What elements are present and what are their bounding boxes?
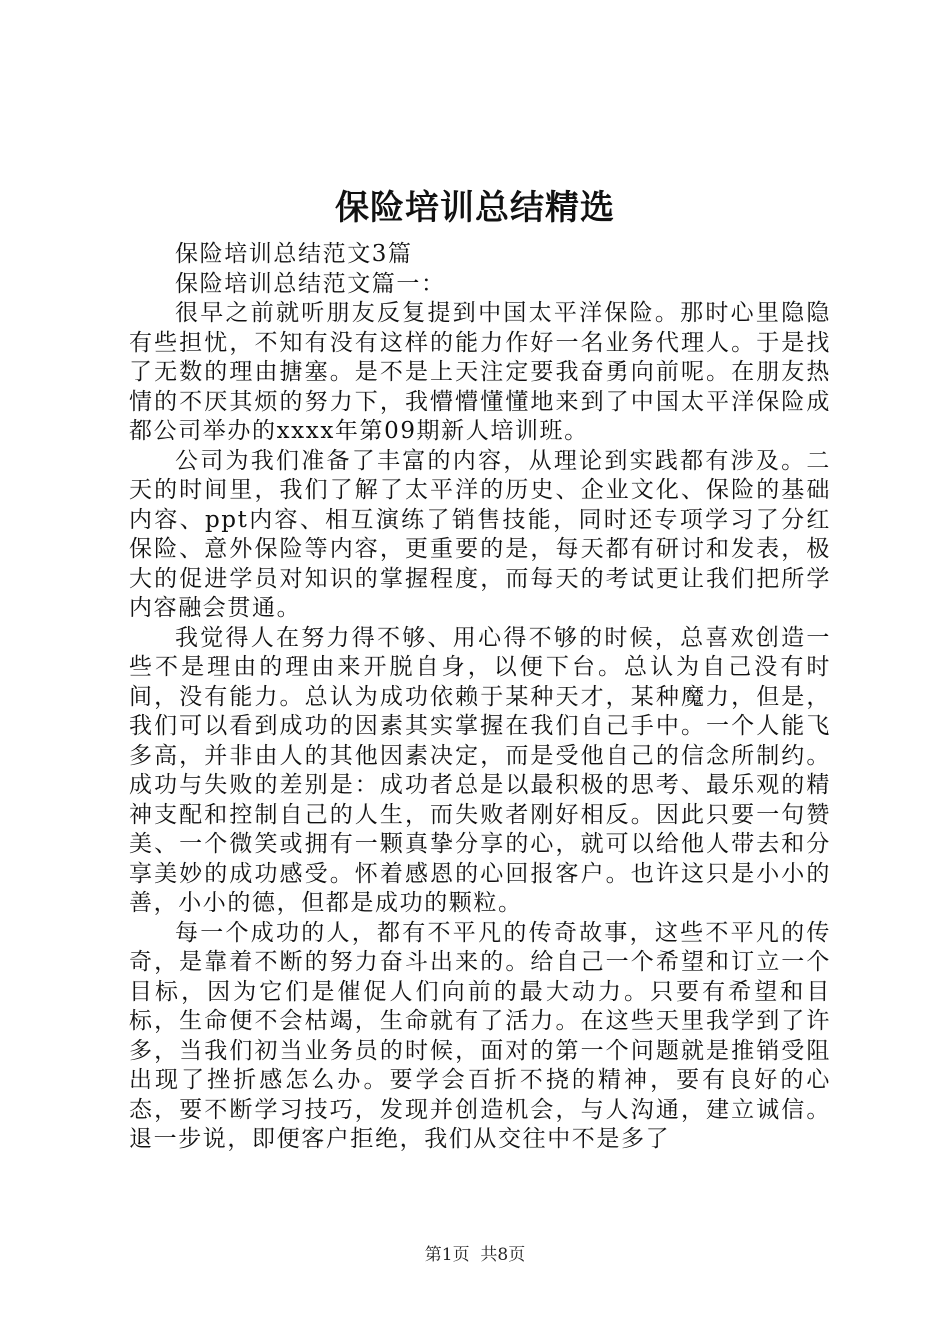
subtitle-line: 保险培训总结范文3篇	[175, 241, 413, 267]
footer-separator	[470, 1245, 481, 1265]
document-title: 保险培训总结精选	[335, 188, 615, 228]
document-body	[129, 240, 831, 1155]
body-paragraph: 很早之前就听朋友反复提到中国太平洋保险。那时心里隐隐有些担忧，不知有没有这样的能力作好一名业务代理人。于是找了无数的理由搪塞。是不是上天注定要我奋勇向前呢。在朋友热情的不厌其烦的努力下，我懵懵懂懂地来到了中国太平洋保险成都公司举办的xxxx年第09期新人培训班。	[129, 300, 831, 444]
body-paragraph: 每一个成功的人，都有不平凡的传奇故事，这些不平凡的传奇，是靠着不断的努力奋斗出来的。给自己一个希望和订立一个目标，因为它们是催促人们向前的最大动力。只要有希望和目标，生命便不会枯竭，生命就有了活力。在这些天里我学到了许多，当我们初当业务员的时候，面对的第一个问题就是推销受阻出现了挫折感怎么办。要学会百折不挠的精神，要有良好的心态，要不断学习技巧，发现并创造机会，与人沟通，建立诚信。退一步说，即便客户拒绝，我们从交往中不是多了	[129, 919, 831, 1152]
section-heading: 保险培训总结范文篇一：	[175, 270, 446, 297]
page-footer	[0, 1243, 950, 1267]
body-paragraph: 公司为我们准备了丰富的内容，从理论到实践都有涉及。二天的时间里，我们了解了太平洋的历史、企业文化、保险的基础内容、ppt内容、相互演练了销售技能，同时还专项学习了分红保险、意外保险等内容，更重要的是，每天都有研讨和发表，极大的促进学员对知识的掌握程度，而每天的考试更让我们把所学内容融会贯通。	[129, 447, 831, 621]
body-paragraph: 我觉得人在努力得不够、用心得不够的时候，总喜欢创造一些不是理由的理由来开脱自身，以便下台。总认为自己没有时间，没有能力。总认为成功依赖于某种天才，某种魔力，但是，我们可以看到成功的因素其实掌握在我们自己手中。一个人能飞多高，并非由人的其他因素决定，而是受他自己的信念所制约。成功与失败的差别是：成功者总是以最积极的思考、最乐观的精神支配和控制自己的人生，而失败者刚好相反。因此只要一句赞美、一个微笑或拥有一颗真挚分享的心，就可以给他人带去和分享美妙的成功感受。怀着感恩的心回报客户。也许这只是小小的善，小小的德，但都是成功的颗粒。	[129, 624, 831, 916]
page-number-current: 第1页	[424, 1245, 470, 1265]
page-number-total: 共8页	[480, 1245, 526, 1265]
